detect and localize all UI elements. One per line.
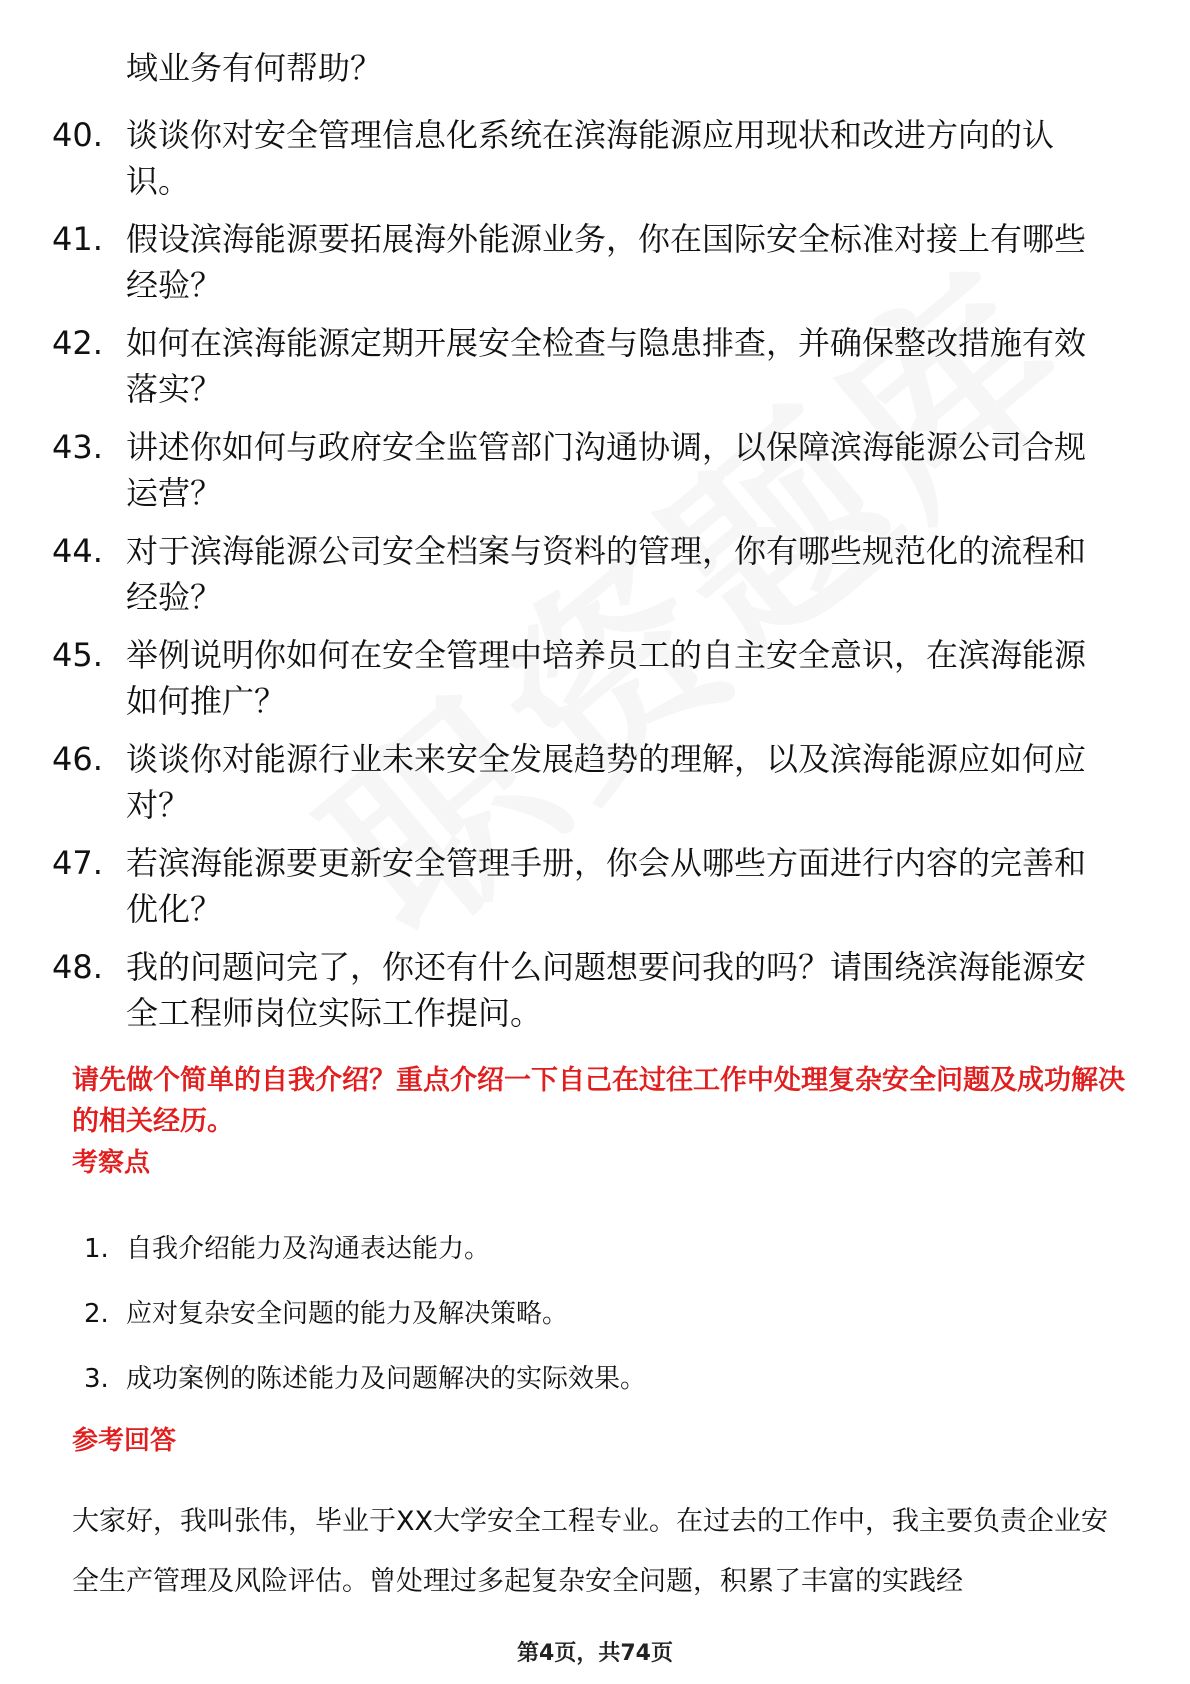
question-text: 谈谈你对安全管理信息化系统在滨海能源应用现状和改进方向的认识。: [126, 116, 1055, 200]
points-heading: 考察点: [72, 1148, 151, 1178]
question-number: 43.: [52, 428, 103, 466]
question-number: 48.: [52, 948, 103, 986]
question-number: 41.: [52, 220, 103, 258]
question-text: 如何在滨海能源定期开展安全检查与隐患排查，并确保整改措施有效落实？: [126, 324, 1087, 408]
question-item-46: [52, 736, 1112, 828]
question-number: 44.: [52, 532, 103, 570]
question-text: 若滨海能源要更新安全管理手册，你会从哪些方面进行内容的完善和优化？: [126, 844, 1087, 928]
question-continuation: 域业务有何帮助？: [126, 49, 383, 87]
question-number: 47.: [52, 844, 103, 882]
question-item-44: [52, 528, 1112, 620]
question-text: 我的问题问完了，你还有什么问题想要问我的吗？请围绕滨海能源安全工程师岗位实际工作提问。: [126, 948, 1087, 1032]
question-item-40: [52, 112, 1112, 204]
points-list: [84, 1230, 1084, 1425]
question-item-41: [52, 216, 1112, 308]
question-text: 举例说明你如何在安全管理中培养员工的自主安全意识，在滨海能源如何推广？: [126, 636, 1087, 720]
answer-text: 大家好，我叫张伟，毕业于XX大学安全工程专业。在过去的工作中，我主要负责企业安全生产管理及风险评估。曾处理过多起复杂安全问题，积累了丰富的实践经: [72, 1506, 1108, 1597]
point-item: [84, 1230, 1084, 1268]
question-text: 讲述你如何与政府安全监管部门沟通协调，以保障滨海能源公司合规运营？: [126, 428, 1087, 512]
question-number: 40.: [52, 116, 103, 154]
page-number: 第4页，共74页: [517, 1641, 673, 1666]
question-item-42: [52, 320, 1112, 412]
question-item-43: [52, 424, 1112, 516]
question-list: [52, 112, 1112, 1048]
question-text: 谈谈你对能源行业未来安全发展趋势的理解，以及滨海能源应如何应对？: [126, 740, 1087, 824]
question-number: 46.: [52, 740, 103, 778]
question-item-48: [52, 944, 1112, 1036]
point-number: 1.: [84, 1234, 109, 1264]
point-number: 2.: [84, 1299, 109, 1329]
point-text: 成功案例的陈述能力及问题解决的实际效果。: [126, 1364, 647, 1394]
question-item-45: [52, 632, 1112, 724]
question-item-47: [52, 840, 1112, 932]
section-question-title: 请先做个简单的自我介绍？重点介绍一下自己在过往工作中处理复杂安全问题及成功解决的相关经历。: [72, 1065, 1125, 1137]
point-number: 3.: [84, 1364, 109, 1394]
answer-heading: 参考回答: [72, 1426, 177, 1456]
point-text: 自我介绍能力及沟通表达能力。: [126, 1234, 491, 1264]
question-text: 对于滨海能源公司安全档案与资料的管理，你有哪些规范化的流程和经验？: [126, 532, 1087, 616]
question-number: 45.: [52, 636, 103, 674]
point-item: [84, 1360, 1084, 1398]
question-text: 假设滨海能源要拓展海外能源业务，你在国际安全标准对接上有哪些经验？: [126, 220, 1087, 304]
question-number: 42.: [52, 324, 103, 362]
point-text: 应对复杂安全问题的能力及解决策略。: [126, 1299, 569, 1329]
point-item: [84, 1295, 1084, 1333]
